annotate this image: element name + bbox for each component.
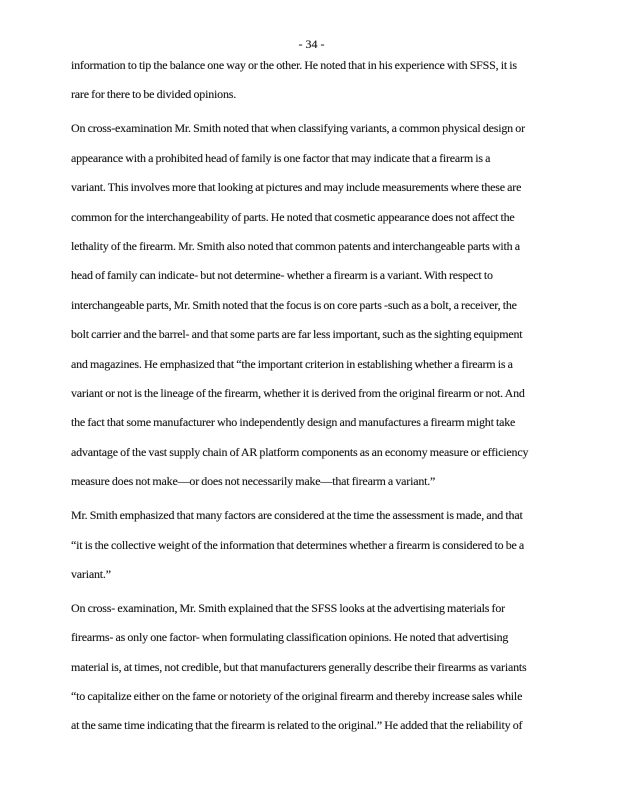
text-line: rare for there to be divided opinions. [71,87,237,102]
text-line: advantage of the vast supply chain of AR platform components as an economy measure or efficiency [71,444,529,459]
paragraph [71,114,555,496]
page-number: - 34 - [298,37,325,51]
text-line: and magazines. He emphasized that “the important criterion in establishing whether a firearm is a [71,356,513,371]
text-line: at the same time indicating that the firearm is related to the original.” He added that the reliability of [71,718,523,733]
paragraph [71,594,555,741]
text-line: head of family can indicate- but not determine- whether a firearm is a variant. With respect to [71,268,493,283]
text-line: On cross- examination, Mr. Smith explained that the SFSS looks at the advertising materials for [71,600,505,615]
text-line: variant.” [71,566,111,581]
paragraph [71,501,555,589]
paragraph [71,51,555,110]
text-line: On cross-examination Mr. Smith noted that when classifying variants, a common physical design or [71,121,525,136]
text-line: firearms- as only one factor- when formulating classification opinions. He noted that advertising [71,630,509,645]
text-line: information to tip the balance one way or the other. He noted that in his experience with SFSS, it is [71,58,517,72]
text-line: interchangeable parts, Mr. Smith noted that the focus is on core parts -such as a bolt, a receiver, the [71,297,517,312]
text-line: “to capitalize either on the fame or notoriety of the original firearm and thereby increase sales while [71,689,523,704]
text-line: “it is the collective weight of the information that determines whether a firearm is considered to be a [71,537,525,552]
text-line: the fact that some manufacturer who independently design and manufactures a firearm might take [71,415,516,430]
text-line: variant or not is the lineage of the firearm, whether it is derived from the original firearm or not. And [71,385,525,400]
text-line: appearance with a prohibited head of family is one factor that may indicate that a firearm is a [71,150,491,165]
text-line: bolt carrier and the barrel- and that some parts are far less important, such as the sighting equipment [71,327,523,342]
text-line: lethality of the firearm. Mr. Smith also noted that common patents and interchangeable parts with a [71,238,520,253]
text-line: measure does not make—or does not necessarily make—that firearm a variant.” [71,474,436,489]
text-line: variant. This involves more that looking at pictures and may include measurements where these are [71,180,522,195]
text-line: common for the interchangeability of parts. He noted that cosmetic appearance does not affect the [71,209,515,224]
text-line: Mr. Smith emphasized that many factors are considered at the time the assessment is made, and that [71,508,523,523]
document-body [71,51,555,745]
text-line: material is, at times, not credible, but that manufacturers generally describe their firearms as variants [71,659,527,674]
